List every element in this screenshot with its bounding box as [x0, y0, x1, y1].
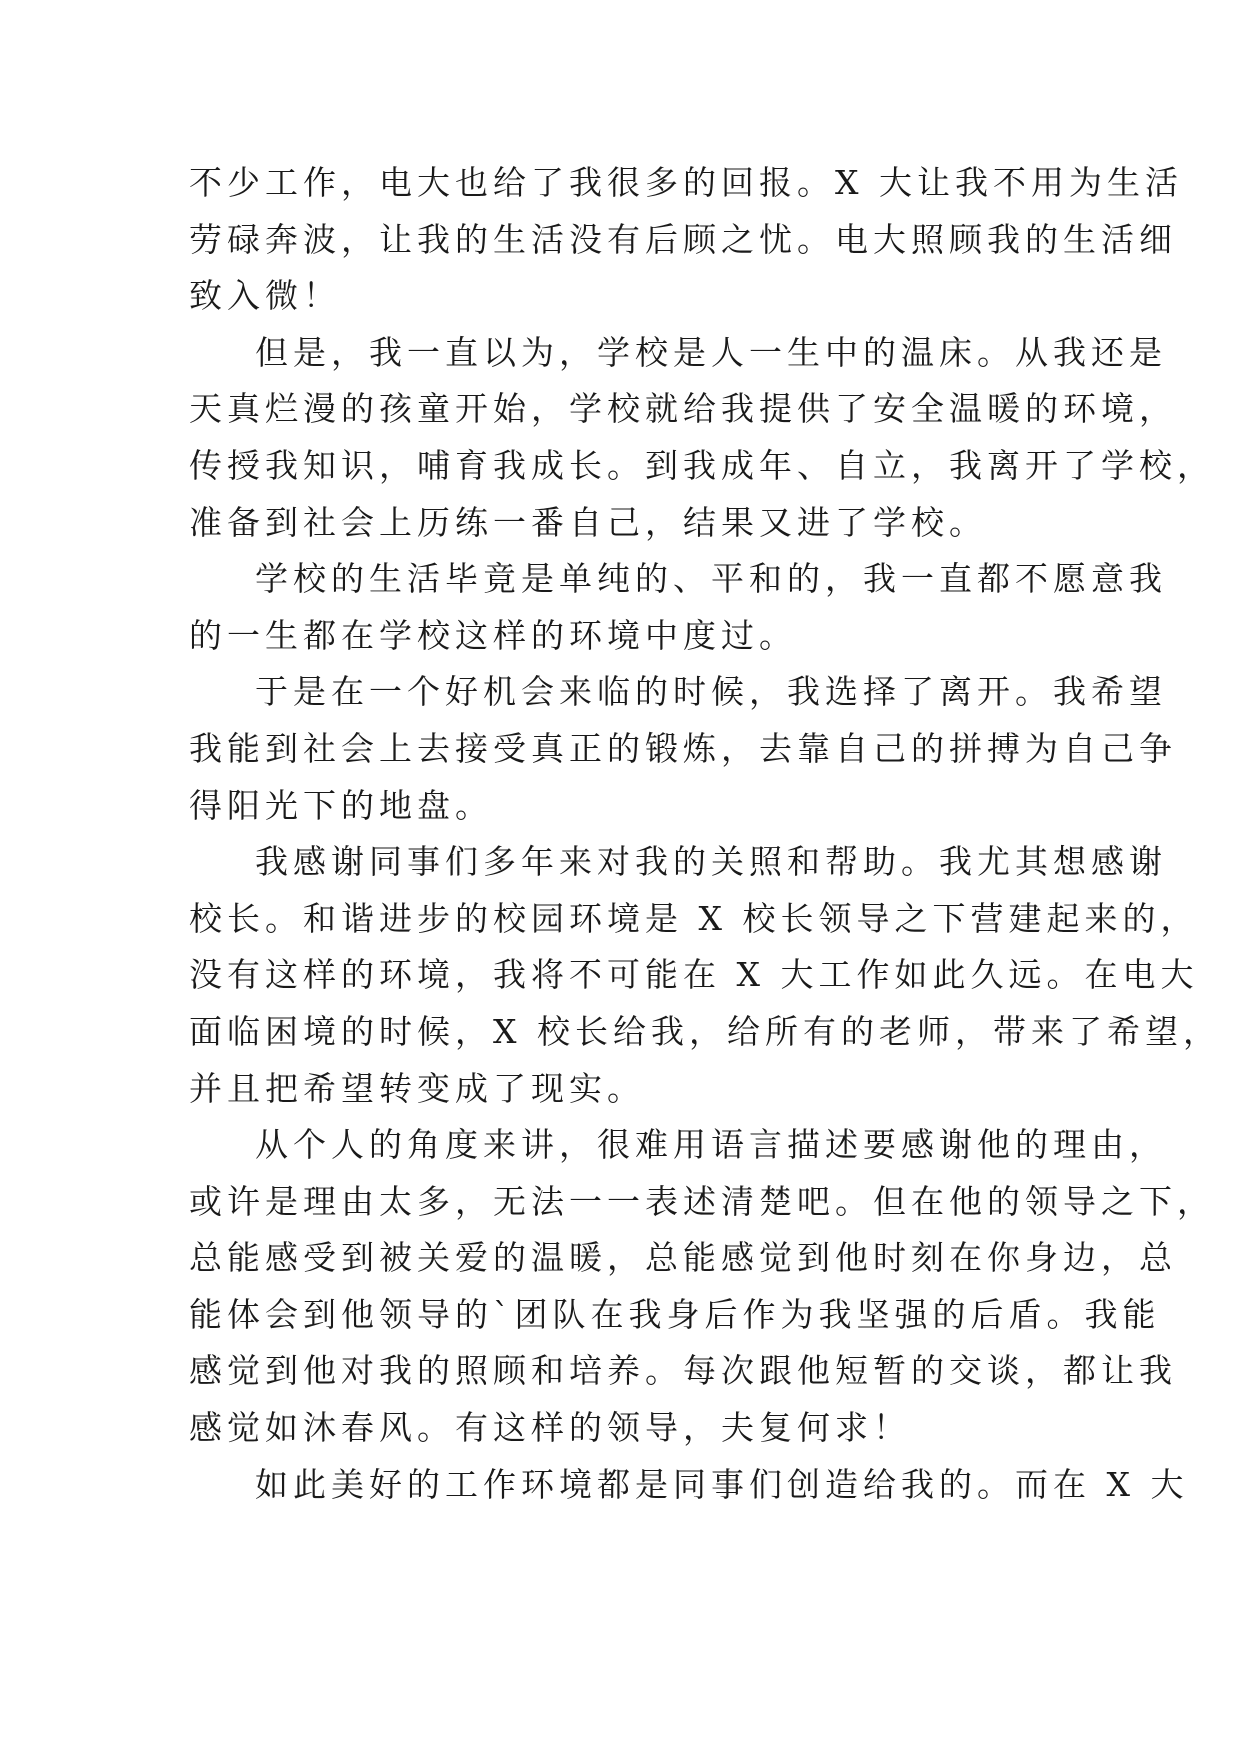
text-line: 并且把希望转变成了现实。 — [189, 1068, 645, 1108]
text-line: 不少工作，电大也给了我很多的回报。X 大让我不用为生活 — [189, 163, 1183, 202]
text-line: 校长。和谐进步的校园环境是 X 校长领导之下营建起来的， — [189, 898, 1199, 938]
text-line: 致入微！ — [189, 276, 341, 316]
text-line: 准备到社会上历练一番自己，结果又进了学校。 — [189, 502, 987, 542]
text-line: 劳碌奔波，让我的生活没有后顾之忧。电大照顾我的生活细 — [189, 219, 1177, 259]
text-line: 传授我知识，哺育我成长。到我成年、自立，我离开了学校， — [189, 445, 1215, 485]
paragraph-start-line: 我感谢同事们多年来对我的关照和帮助。我尤其想感谢 — [255, 842, 1167, 882]
text-line: 天真烂漫的孩童开始，学校就给我提供了安全温暖的环境， — [189, 389, 1177, 429]
text-line: 感觉到他对我的照顾和培养。每次跟他短暂的交谈，都让我 — [189, 1351, 1177, 1391]
paragraph-start-line: 如此美好的工作环境都是同事们创造给我的。而在 X 大 — [255, 1464, 1189, 1504]
text-line: 的一生都在学校这样的环境中度过。 — [189, 615, 797, 655]
paragraph-start-line: 但是，我一直以为，学校是人一生中的温床。从我还是 — [255, 332, 1167, 372]
text-line: 没有这样的环境，我将不可能在 X 大工作如此久远。在电大 — [189, 955, 1199, 995]
text-line: 能体会到他领导的`团队在我身后作为我坚强的后盾。我能 — [189, 1294, 1161, 1334]
text-line: 或许是理由太多，无法一一表述清楚吧。但在他的领导之下， — [189, 1181, 1215, 1221]
body-text — [189, 155, 1221, 1513]
paragraph-start-line: 学校的生活毕竟是单纯的、平和的，我一直都不愿意我 — [255, 559, 1167, 599]
paragraph-start-line: 于是在一个好机会来临的时候，我选择了离开。我希望 — [255, 672, 1167, 712]
text-line: 总能感受到被关爱的温暖，总能感觉到他时刻在你身边，总 — [189, 1238, 1177, 1278]
text-line: 得阳光下的地盘。 — [189, 785, 493, 825]
text-line: 感觉如沐春风。有这样的领导，夫复何求！ — [189, 1408, 911, 1448]
text-line: 面临困境的时候，X 校长给我，给所有的老师，带来了希望， — [189, 1011, 1221, 1051]
paragraph-start-line: 从个人的角度来讲，很难用语言描述要感谢他的理由， — [255, 1125, 1167, 1165]
text-line: 我能到社会上去接受真正的锻炼，去靠自己的拼搏为自己争 — [189, 728, 1177, 768]
